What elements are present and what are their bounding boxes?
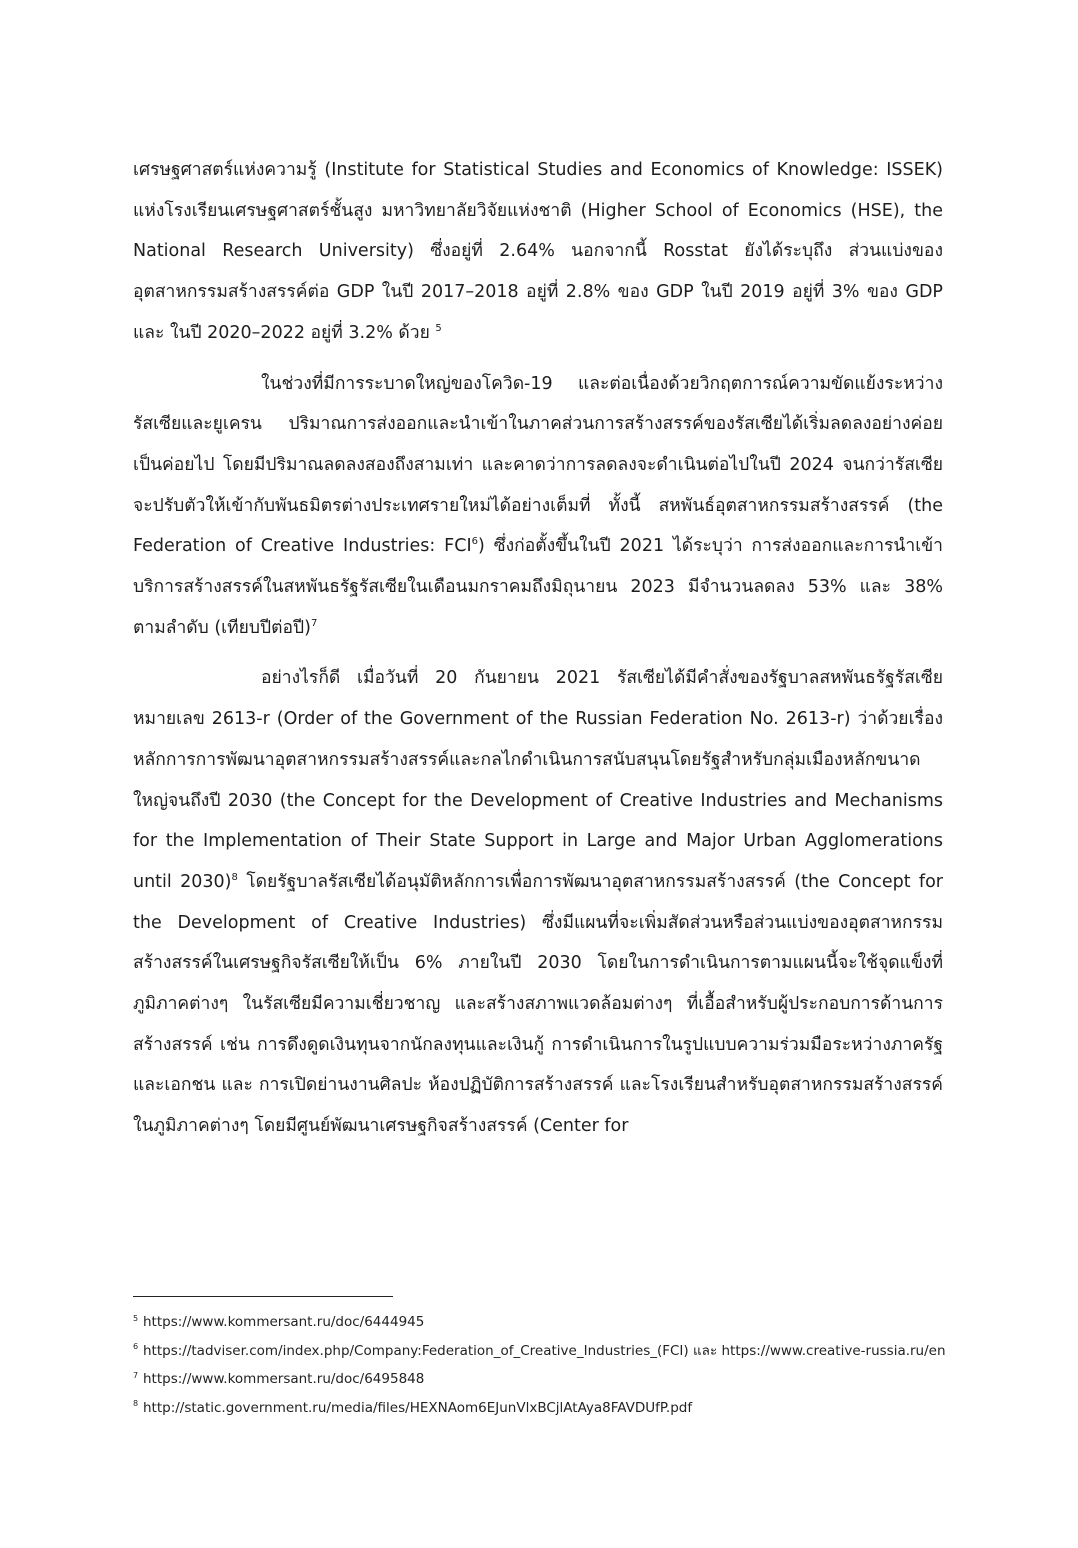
footnote-ref: 6 [471, 536, 478, 548]
paragraph-text: เศรษฐศาสตร์แห่งความรู้ (Institute for Statistical Studies and Economics of Knowledge: ISSEK) แห่งโรงเรียนเศรษฐศาสตร์ชั้นสูง มหาวิทยาลัยวิจัยแห่งชาติ (Higher School of Economics (HSE), the National Research University) ซึ่งอยู่ที่ 2.64% นอกจากนี้ Rosstat ยังได้ระบุถึง ส่วนแบ่งของอุตสาหกรรมสร้างสรรค์ต่อ GDP ในปี 2017–2018 อยู่ที่ 2.8% ของ GDP ในปี 2019 อยู่ที่ 3% ของ GDP และ ในปี 2020–2022 อยู่ที่ 3.2% ด้วย [133, 160, 943, 343]
footnote-item: 5 https://www.kommersant.ru/doc/6444945 [133, 1313, 425, 1330]
paragraph [133, 364, 943, 649]
paragraph-text: อย่างไรก็ดี เมื่อวันที่ 20 กันยายน 2021 รัสเซียได้มีคำสั่งของรัฐบาลสหพันธรัฐรัสเซีย หมายเลข 2613-r (Order of the Government of the Russian Federation No. 2613-r) ว่าด้วยเรื่อง หลักการการพัฒนาอุตสาหกรรมสร้างสรรค์และกลไกดำเนินการสนับสนุนโดยรัฐสำหรับกลุ่มเมืองหลักขนาดใหญ่จนถึงปี 2030 (the Concept for the Development of Creative Industries and Mechanisms for the Implementation of Their State Support in Large and Major Urban Agglomerations until 2030) [133, 668, 943, 892]
footnote-ref: 5 [435, 322, 442, 334]
footnote-item: 8 http://static.government.ru/media/files/HEXNAom6EJunVlxBCjlAtAya8FAVDUfP.pdf [133, 1399, 693, 1416]
footnote-divider [133, 1296, 393, 1297]
footnote-ref: 7 [310, 617, 318, 629]
paragraph [133, 658, 943, 1146]
footnote-link[interactable]: https://tadviser.com/index.php/Company:Federation_of_Creative_Industries_(FCI) และ https://www.creative-russia.ru/en [143, 1342, 946, 1359]
paragraph-text: ) ซึ่งก่อตั้งขึ้นในปี 2021 ได้ระบุว่า การส่งออกและการนำเข้าบริการสร้างสรรค์ในสหพันธรัฐรัสเซียในเดือนมกราคมถึงมิถุนายน 2023 มีจำนวนลดลง 53% และ 38% ตามลำดับ (เทียบปีต่อปี) [133, 536, 943, 638]
footnote-link[interactable]: https://www.kommersant.ru/doc/6444945 [143, 1314, 425, 1330]
footnotes [133, 1308, 953, 1422]
footnote-item: 6 https://tadviser.com/index.php/Company:Federation_of_Creative_Industries_(FCI) และ https://www.creative-russia.ru/en [133, 1342, 946, 1359]
paragraph-text: ในช่วงที่มีการระบาดใหญ่ของโควิด-19 และต่อเนื่องด้วยวิกฤตการณ์ความขัดแย้งระหว่างรัสเซียและยูเครน ปริมาณการส่งออกและนำเข้าในภาคส่วนการสร้างสรรค์ของรัสเซียได้เริ่มลดลงอย่างค่อยเป็นค่อยไป โดยมีปริมาณลดลงสองถึงสามเท่า และคาดว่าการลดลงจะดำเนินต่อไปในปี 2024 จนกว่ารัสเซียจะปรับตัวให้เข้ากับพันธมิตรต่างประเทศรายใหม่ได้อย่างเต็มที่ ทั้งนี้ สหพันธ์อุตสาหกรรมสร้างสรรค์ (the Federation of Creative Industries: FCI [133, 373, 943, 557]
body-text [133, 150, 943, 1147]
footnote-item: 7 https://www.kommersant.ru/doc/6495848 [133, 1370, 425, 1387]
paragraph [133, 150, 943, 354]
paragraph-text: โดยรัฐบาลรัสเซียได้อนุมัติหลักการเพื่อการพัฒนาอุตสาหกรรมสร้างสรรค์ (the Concept for the Development of Creative Industries) ซึ่งมีแผนที่จะเพิ่มสัดส่วนหรือส่วนแบ่งของอุตสาหกรรมสร้างสรรค์ในเศรษฐกิจรัสเซียให้เป็น 6% ภายในปี 2030 โดยในการดำเนินการตามแผนนี้จะใช้จุดแข็งที่ภูมิภาคต่างๆ ในรัสเซียมีความเชี่ยวชาญ และสร้างสภาพแวดล้อมต่างๆ ที่เอื้อสำหรับผู้ประกอบการด้านการสร้างสรรค์ เช่น การดึงดูดเงินทุนจากนักลงทุนและเงินกู้ การดำเนินการในรูปแบบความร่วมมือระหว่างภาครัฐและเอกชน และ การเปิดย่านงานศิลปะ ห้องปฏิบัติการสร้างสรรค์ และโรงเรียนสำหรับอุตสาหกรรมสร้างสรรค์ในภูมิภาคต่างๆ โดยมีศูนย์พัฒนาเศรษฐกิจสร้างสรรค์ (Center for [133, 871, 943, 1137]
footnote-link[interactable]: http://static.government.ru/media/files/HEXNAom6EJunVlxBCjlAtAya8FAVDUfP.pdf [143, 1399, 693, 1416]
footnote-link[interactable]: https://www.kommersant.ru/doc/6495848 [143, 1371, 425, 1387]
footnote-ref: 8 [231, 872, 238, 884]
